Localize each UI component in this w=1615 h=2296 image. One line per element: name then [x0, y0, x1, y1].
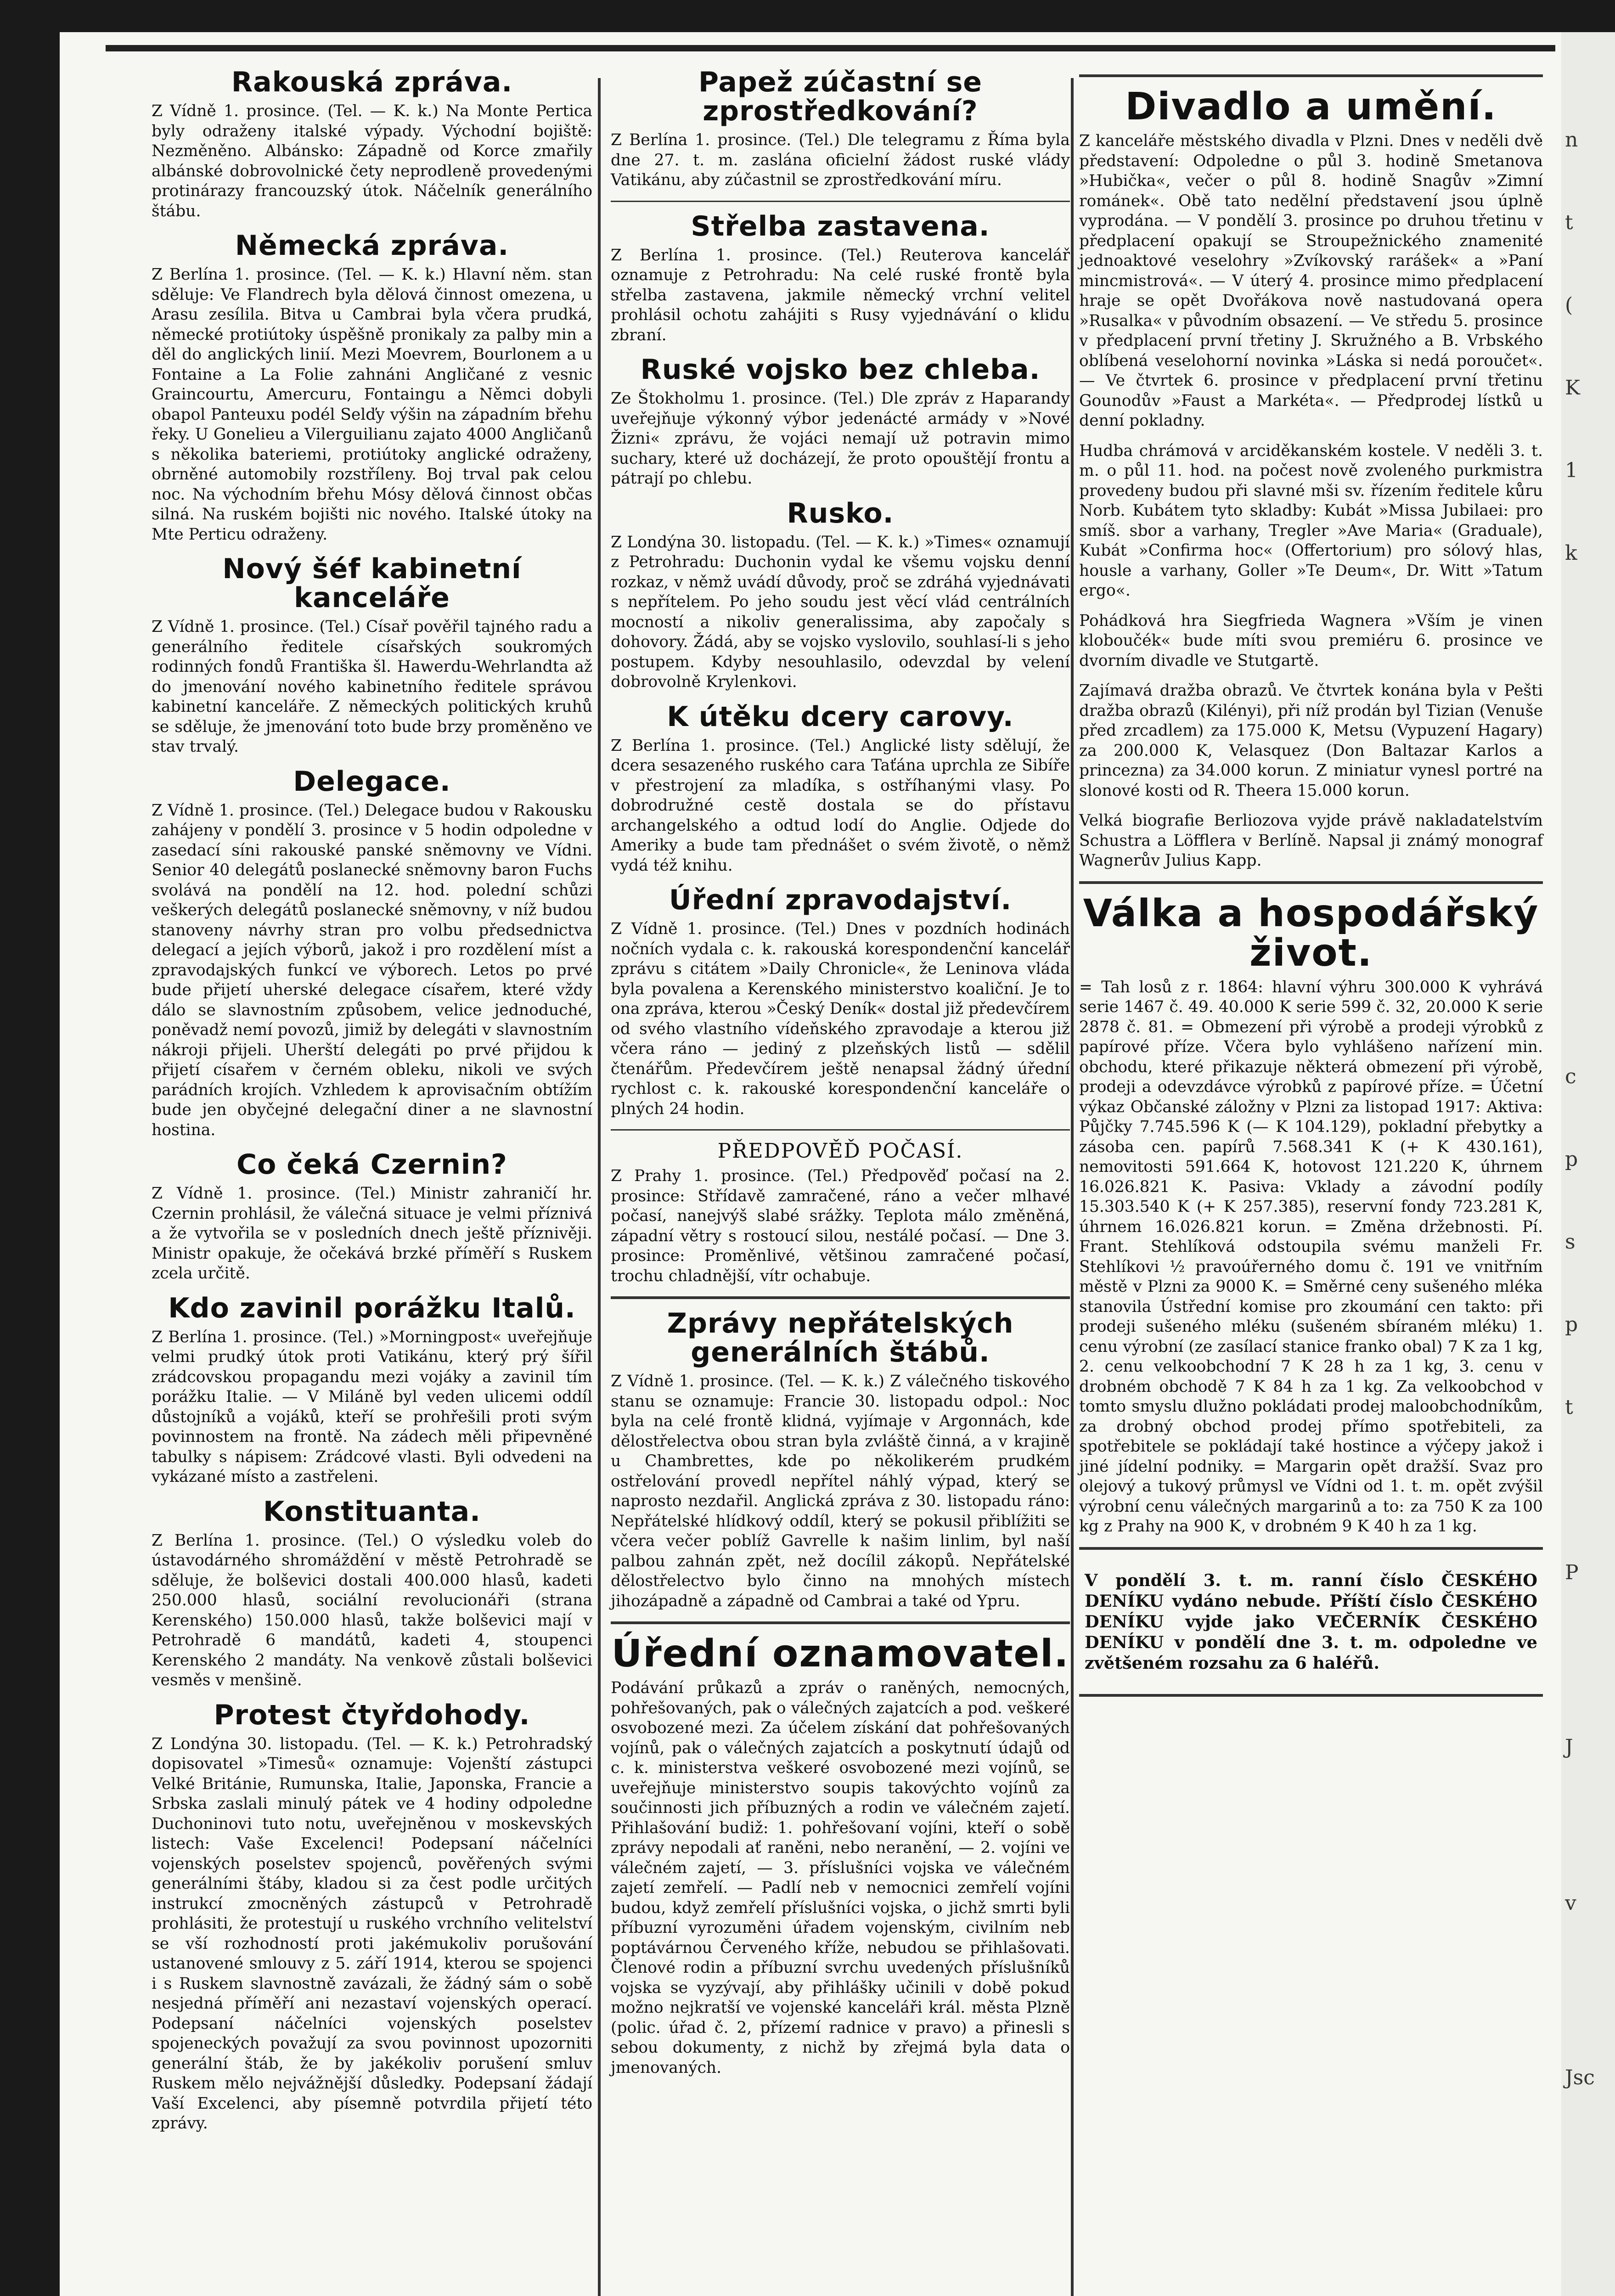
article-body: Z Vídně 1. prosince. (Tel. — K. k.) Z válečného tiskového stanu se oznamuje: Francie 30. listopadu odpol.: Noc byla na celé frontě klidná, vyjímaje v Argonnách, kde dělostřelectva obou stran byla zvláště činná, a v krajině u Chambrettes, kde po několikerém prudkém ostřelování provedl nepřítel náhlý výpad, který se naprosto nezdařil. Anglická zpráva z 30. listopadu ráno: Nepřátelské hlídkový oddíl, který se pokusil přiblížiti se včera večer poblíž Gavrelle k našim linlim, byl naší palbou zahnán zpět, než docílil zákopů. Nepřátelské dělostřelectvo bylo činno na mnohých místech jihozápadně a západně od Cambrai a také od Ypru. [611, 1372, 1070, 1610]
article-body: = Tah losů z r. 1864: hlavní výhru 300.000 K vyhrává serie 1467 č. 49. 40.000 K serie 599 č. 32, 20.000 K serie 2878 č. 81. = Obmezení při výrobě a prodeji výrobků z papírové příze. Včera bylo vyhlášeno nařízení min. obchodu, které přikazuje některá obmezení při výrobě, prodeji a odevzdávce výrobků z papírové příze. = Účetní výkaz Občanské záložny v Plzni za listopad 1917: Aktiva: Půjčky 7.745.596 K (— K 104.129), pokladní přebytky a zásoba cen. papírů 7.568.341 K (+ K 430.161), nemovitosti 591.664 K, hotovost 121.220 K, úhrnem 16.026.821 K. Pasiva: Vklady a závodní podíly 15.303.540 K (+ K 257.385), reservní fondy 723.281 K, úhrnem 16.026.821 korun. = Změna držebnosti. Pí. Frant. Stehlíková odstoupila svému manželi Fr. Stehlíkovi ½ pravoúřerného domu č. 191 ve vnitřním městě v Plzni za 9000 K. = Směrné ceny sušeného mléka stanovila Ústřední komise pro zkoumání cen takto: při prodeji sušeného mléku (sušeném sbíraném mléku) 1. cenu výrobní (ze zasílací stanice franko obal) 7 K za 1 kg, 2. cenu velkoobchodní 7 K 28 h za 1 kg, 3. cenu v drobném obchodě 7 K 84 h za 1 kg. Za velkoobchod v tomto smyslu dlužno pokládati prodej maloobchodníkům, za drobný obchod prodej přímo spotřebiteli, za spotřebitele se pokládají také hostince a výčepy jakož i jiné jídelní podniky. = Margarin opět dražší. Svaz pro olejový a tukový průmysl ve Vídni od 1. t. m. opět zvýšil výrobní cenu válečných margarinů a to: za 750 K za 100 kg z Prahy na 900 K, v drobném 9 K 40 h za 1 kg. [1079, 978, 1543, 1536]
section-divider [1079, 1694, 1543, 1697]
edge-scrap-text: c [1565, 1065, 1576, 1088]
article-rusko [611, 499, 1070, 692]
article-drazba-obrazu [1079, 681, 1543, 801]
edge-scrap-text: p [1565, 1148, 1578, 1171]
article-zpravy-nepratelskych-stabu [611, 1309, 1070, 1611]
section-headline: Úřední oznamovatel. [611, 1632, 1069, 1676]
article-headline: Ruské vojsko bez chleba. [640, 354, 1041, 386]
article-headline: Konstituanta. [263, 1495, 481, 1528]
article-headline: K útěku dcery carovy. [667, 700, 1014, 733]
article-body: Ze Štokholmu 1. prosince. (Tel.) Dle zpráv z Haparandy uveřejňuje výkonný výbor jedenácté armády v »Nové Žizni« zprávu, že vojáci nemají už potravin mimo suchary, které už docházejí, že proto opouštějí frontu a pátrají po chlebu. [611, 389, 1070, 488]
section-headline: Válka a hospodářský život. [1083, 891, 1539, 975]
article-body: Podávání průkazů a zpráv o raněných, nemocných, pohřešovaných, pak o válečných zajatcích a pod. veškeré osvobozené mezi. Za účelem získání dat pohřešovaných vojínů, pak o válečných zajatcích a poskytnutí údajů od c. k. ministerstva veškeré osvobozené mezi vojínů, se uveřejňuje ministerstvo soupis takovýchto vojínů za součinnosti jich příbuzných a rodin ve válečném zajetí. Přihlašování budiž: 1. pohřešovaní vojíni, kteří o sobě zprávy nepodali ať raněni, nebo neranění, — 2. vojíni ve válečném zajetí, — 3. příslušníci vojska ve válečném zajetí zemřelí. — Padlí neb v nemocnici zemřelí vojíni budou, když zemřelí příslušníci vojska, o jichž smrti byli příbuzní vyrozuměni úřadem vojenským, civilním neb poptávárnou Červeného kříže, nebudou se přihlašovati. Členové rodin a příbuzní svrchu uvedených příslušníků vojska se vyzývají, aby přihlášky učinili v době pokud možno nejkratší ve vojenské kanceláři král. města Plzně (polic. úřad č. 2, přízemí radnice v pravo) a přinesli s sebou dokumenty, z nichž by zřejmá byla data o jmenovaných. [611, 1679, 1070, 2077]
article-kdo-zavinil-porazku [152, 1294, 592, 1487]
article-headline: Zprávy nepřátelských generálních štábů. [667, 1307, 1014, 1369]
edge-scrap-text: s [1565, 1230, 1576, 1254]
column-divider [598, 78, 601, 2296]
article-body: Z Vídně 1. prosince. (Tel.) Císař pověřil tajného radu a generálního ředitele císařských soukromých rodinných fondů Františka šl. Hawerdu-Wehrlandta až do jmenování nového kabinetního ředitele správou kabinetní kanceláře. Z německých politických kruhů se sděluje, že jmenování toto bude brzy proměněno ve stav trvalý. [152, 618, 592, 756]
article-pohadkova-hra [1079, 611, 1543, 671]
article-body: Z Prahy 1. prosince. (Tel.) Předpověď počasí na 2. prosince: Střídavě zamračené, ráno a večer mlhavé počasí, nanejvýš slabé srážky. Teplota málo změněná, západní větry s rostoucí silou, nestálé počasí. — Dne 3. prosince: Proměnlivé, většinou zamračené počasí, trochu chladnější, vítr ochabuje. [611, 1167, 1070, 1285]
article-body: Pohádková hra Siegfrieda Wagnera »Vším je vinen kloboučék« bude míti svou premiéru 6. prosince ve dvorním divadle ve Stutgartě. [1079, 611, 1543, 670]
article-headline: Co čeká Czernin? [236, 1148, 507, 1181]
section-divider [611, 201, 1070, 202]
section-headline: Divadlo a umění. [1125, 85, 1497, 129]
article-konstituanta [152, 1497, 592, 1691]
article-body: Z Londýna 30. listopadu. (Tel. — K. k.) Petrohradský dopisovatel »Timesů« oznamuje: Vojenští zástupci Velké Británie, Rumunska, Italie, Japonska, Francie a Srbska zaslali minulý pátek ve 4 hodiny odpoledne Duchoninovi tuto notu, uveřejněnou v moskevských listech: Vaše Excelenci! Podepsaní náčelníci vojenských poselstev spojenců, pověřených svými generálními štáby, kladou si za čest podle určitých instrukcí zmocněných zástupců v Petrohradě prohlásiti, že protestují u ruského vrchního velitelství se vší rozhodností proti jakémukoliv porušování ustanovené smlouvy z 5. září 1914, kterou se spojenci i s Ruskem slavnostně zavázali, že žádný sám o sobě nesjedná příměří ani nezastaví vojenských operací. Podepsaní náčelníci vojenských poselstev spojeneckých považují za svou povinnost upozorniti generální štáb, že by jakékoliv porušení smluv Ruskem mělo nejvážnější důsledky. Podepsaní žádají Vaší Excelenci, aby písemně potvrdila přijetí této zprávy. [152, 1734, 592, 2133]
section-divider [611, 1129, 1070, 1131]
section-divider [1079, 1547, 1543, 1550]
section-divider [1079, 881, 1543, 884]
edge-scrap-text: P [1565, 1561, 1579, 1584]
edge-scrap-text: n [1565, 128, 1578, 152]
edge-scrap-text: v [1565, 1891, 1576, 1915]
article-body: Z Berlína 1. prosince. (Tel.) Dle telegramu z Říma byla dne 27. t. m. zaslána oficielní žádost ruské vlády Vatikánu, aby zúčastnil se zprostředkování míru. [611, 131, 1070, 189]
article-headline: Střelba zastavena. [691, 210, 990, 242]
article-body: Z Londýna 30. listopadu. (Tel. — K. k.) »Times« oznamují z Petrohradu: Duchonin vydal ke všemu vojsku denní rozkaz, v němž uvádí důvody, proč se zdráhá vyjednávati s nepřítelem. Po jeho soudu jest věcí vlád centrálních mocností a nikoliv generalissima, aby započaly s dohovory. Žádá, aby se vojsko vyslovilo, souhlasí-li s jeho postupem. Kdyby nesouhlasilo, odevzdal by velení dobrovolně Krylenkovi. [611, 533, 1070, 691]
article-body: Z kanceláře městského divadla v Plzni. Dnes v neděli dvě představení: Odpoledne o půl 3. hodině Smetanova »Hubička«, večer o půl 8. hodině Snagův »Zimní románek«. Obě tato nedělní představení jsou úplně vyprodána. — V pondělí 3. prosince po druhou třetinu v předplacení opakují se Stroupežnického znamenité jednoaktové veselohry »Zvíkovský rarášek« a »Paní mincmistrová«. — V úterý 4. prosince mimo předplacení hraje se opět Dvořákova nově nastudovaná opera »Rusalka« v původním obsazení. — Ve středu 5. prosince v předplacení první třetiny J. Skružného a B. Vrbského oblíbená veselohorní novinka »Láska si nedá poroučet«. — Ve čtvrtek 6. prosince v předplacení první třetinu Gounodův »Faust a Markéta«. — Předprodej lístků u denní pokladny. [1079, 132, 1543, 430]
article-headline: Protest čtyřdohody. [214, 1699, 530, 1731]
article-body: Zajímavá dražba obrazů. Ve čtvrtek konána byla v Pešti dražba obrazů (Kilényi), při níž prodán byl Tizian (Venuše před zrcadlem) za 175.000 K, Metsu (Vypuzení Hagary) za 200.000 K, Velasquez (Don Baltazar Karlos a princezna) za 34.000 korun. Z miniatur vynesl portré na slonové kosti od R. Theera 15.000 korun. [1079, 681, 1543, 800]
article-delegace [152, 767, 592, 1141]
notice-text: V pondělí 3. t. m. ranní číslo ČESKÉHO DENÍKU vydáno nebude. Příští číslo ČESKÉHO DENÍKU vyjde jako VEČERNÍK ČESKÉHO DENÍKU v pondělí dne 3. t. m. odpoledne ve zvětšeném rozsahu za 6 haléřů. [1085, 1570, 1537, 1673]
edge-scrap-text: ( [1565, 293, 1573, 317]
article-novy-sef-kancelare [152, 555, 592, 757]
article-papez [611, 68, 1070, 191]
article-headline: Papež zúčastní se zprostředkování? [698, 66, 982, 127]
article-body: Z Vídně 1. prosince. (Tel. — K. k.) Na Monte Pertica byly odraženy italské výpady. Východní bojiště: Nezměněno. Albánsko: Západně od Korce zmařily albánské dobrovolnické čety neprodleně provedenými protinárazy francouzský útok. Náčelník generálního štábu. [152, 102, 592, 220]
section-divider [611, 1296, 1070, 1299]
column-divider [1071, 78, 1074, 2296]
section-divider [1079, 74, 1543, 77]
article-headline: Delegace. [293, 765, 451, 798]
article-uredni-oznamovatel [611, 1634, 1070, 2078]
article-protest-ctyrdohody [152, 1701, 592, 2134]
article-headline: Nový šéf kabinetní kanceláře [222, 553, 522, 614]
article-body: Z Vídně 1. prosince. (Tel.) Dnes v pozdních hodinách nočních vydala c. k. rakouská korespondenční kancelář zprávu s citátem »Daily Chronicle«, že Leninova vláda byla povalena a Kerenského ministerstvo koaliční. Je to ona zpráva, kterou »Český Deník« dostal již předevčírem od svého vlastního vídeňského zpravodaje a kterou již včera ráno — jediný z plzeňských listů — sdělil čtenářům. Předevčírem ještě nenapsal žádný úřední rychlost c. k. rakouské korespondenční kanceláře o plných 24 hodin. [611, 920, 1070, 1118]
article-co-ceka-czernin [152, 1150, 592, 1284]
article-divadlo [1079, 87, 1543, 431]
article-strelba-zastavena [611, 212, 1070, 346]
column-3 [1079, 64, 1543, 1707]
edge-scrap-text: p [1565, 1313, 1578, 1336]
article-headline: Kdo zavinil porážku Italů. [168, 1292, 576, 1324]
edge-scrap-text: t [1565, 211, 1573, 234]
article-k-uteku-dcery [611, 700, 1070, 876]
article-body: Z Berlína 1. prosince. (Tel. — K. k.) Hlavní něm. stan sděluje: Ve Flandrech byla dělová činnost omezena, u Arasu zesílila. Bitva u Cambrai byla včera prudká, německé protiútoky úspěšně pronikaly za palby min a děl do anglických linií. Mezi Moevrem, Bourlonem a u Fontaine a La Folie zahnáni Angličané z vesnic Graincourtu, Amercuru, Fontaingu a Němci dobyli obapol Panteuxu podél Selďy výšin na západním břehu řeky. U Gonelieu a Vilerguilianu zajato 4000 Angličanů s několika bateriemi, protiútoky anglické odraženy, obrněné automobily rozstříleny. Boj trval pak celou noc. Na východním břehu Mósy dělová činnost občas silná. Na ruském bojišti nic nového. Italské útoky na Mte Perticu odraženy. [152, 265, 592, 544]
article-body: Hudba chrámová v arciděkanském kostele. V neděli 3. t. m. o půl 11. hod. na počest nově zvoleného purkmistra provedeny budou při slavné mši sv. řízením ředitele kůru Norb. Kubátem tyto skladby: Kubát »Missa Jubilaei: pro smíš. sbor a varhany, Tregler »Ave Maria« (Graduale), Kubát »Confirma hoc« (Offertorium) pro sólový hlas, housle a varhany, Goller »Te Deum«, Dr. Witt »Tatum ergo«. [1079, 441, 1543, 600]
article-body: Z Berlína 1. prosince. (Tel.) O výsledku voleb do ústavodárného shromáždění v městě Petrohradě se sděluje, že bolševici dostali 400.000 hlasů, kadeti 250.000 hlasů, sociální revolucionáři (strana Kerenského) 150.000 hlasů, takže bolševici mají v Petrohradě 6 mandátů, kadeti 4, stoupenci Kerenského 2 mandáty. Na venkově zůstali bolševici vesměs v menšině. [152, 1531, 592, 1689]
edge-scrap-text: t [1565, 1396, 1573, 1419]
edge-scrap-text: J [1565, 1735, 1573, 1759]
article-headline: Úřední zpravodajství. [669, 884, 1012, 916]
article-body: Z Berlína 1. prosince. (Tel.) »Morningpost« uveřejňuje velmi prudký útok proti Vatikánu, který prý šířil zrádcovskou propagandu mezi vojáky a zavinil tím porážku Italie. — V Miláně byl veden ulicemi oddíl důstojníků a vojáků, kteří se prohřešili proti svým povinnostem na frontě. Na zádech měli připevněné tabulky s nápisem: Zrádcové vlasti. Byli odvedeni na vykázané místo a zastřeleni. [152, 1328, 592, 1486]
article-uredni-zpravodajstvi [611, 886, 1070, 1119]
section-divider [611, 1621, 1070, 1624]
article-body: Z Berlína 1. prosince. (Tel.) Anglické listy sdělují, že dcera sesazeného ruského cara Taťána uprchla ze Sibíře v přestrojení za mladíka, s ostříhanými vlasy. Po dobrodružné cestě dostala se do přístavu archangelského a odtud lodí do Anglie. Odjede do Ameriky a bude tam přednášet o svém životě, o němž vydá též knihu. [611, 736, 1070, 875]
article-predpoved-pocasi [611, 1141, 1070, 1286]
article-headline: Rusko. [787, 497, 894, 529]
article-headline: PŘEDPOVĚĎ POČASÍ. [717, 1139, 963, 1163]
edge-scrap-text: Jsc [1565, 2066, 1595, 2089]
article-headline: Rakouská zpráva. [231, 66, 513, 98]
edge-scrap-text: 1 [1565, 459, 1578, 482]
edge-scrap-text: k [1565, 541, 1577, 565]
article-valka-hospodarstvi [1079, 891, 1543, 1537]
article-rakouska-zprava [152, 68, 592, 221]
article-body: Z Berlína 1. prosince. (Tel.) Reuterova kancelář oznamuje z Petrohradu: Na celé ruské frontě byla střelba zastavena, jakmile německý vrchní velitel prohlásil ochotu zahájiti s Rusy vyjednávání o klidu zbraní. [611, 246, 1070, 344]
article-biografie-berlioz [1079, 811, 1543, 871]
edge-scrap-text: K [1565, 376, 1580, 400]
article-body: Velká biografie Berliozova vyjde právě nakladatelstvím Schustra a Löfflera v Berlíně. Napsal ji známý monograf Wagnerův Julius Kapp. [1079, 811, 1543, 870]
column-2 [611, 64, 1070, 2088]
article-headline: Německá zpráva. [235, 230, 509, 262]
notice-vecernik [1079, 1566, 1543, 1677]
article-ruske-vojsko [611, 355, 1070, 489]
article-hudba-chramova [1079, 441, 1543, 601]
top-rule [106, 45, 1555, 51]
article-nemecka-zprava [152, 231, 592, 545]
column-1 [152, 64, 592, 2144]
article-body: Z Vídně 1. prosince. (Tel.) Ministr zahraničí hr. Czernin prohlásil, že válečná situace je velmi příznivá a že vytvořila se v posledních dnech ještě příznivěji. Ministr opakuje, že očekává brzké příměří s Ruskem zcela určitě. [152, 1184, 592, 1283]
article-body: Z Vídně 1. prosince. (Tel.) Delegace budou v Rakousku zahájeny v pondělí 3. prosince v 5 hodin odpoledne v zasedací síni rakouské panské sněmovny ve Vídni. Senior 40 delegátů poslanecké sněmovny baron Fuchs svolává na pondělí na 12. hod. polední schůzi veškerých delegátů poslanecké sněmovny, v níž budou stanoveny návrhy stran pro volbu předsednictva delegací a jejích výborů, jakož i pro rozdělení míst a zpravodajských funkcí ve výborech. Letos po prvé bude přijetí uherské delegace císařem, které vždy dálo se slavnostním způsobem, velice jednoduché, poněvadž nemí povozů, jimiž by delegáti v slavnostním nákroji přijeli. Uherští delegáti po prvé přijdou k přijetí císařem v černém obleku, nikoli ve svých parádních krojích. Vzhledem k aprovisačním obtížím bude jen obyčejné delegační diner a ne slavnostní hostina. [152, 801, 592, 1139]
